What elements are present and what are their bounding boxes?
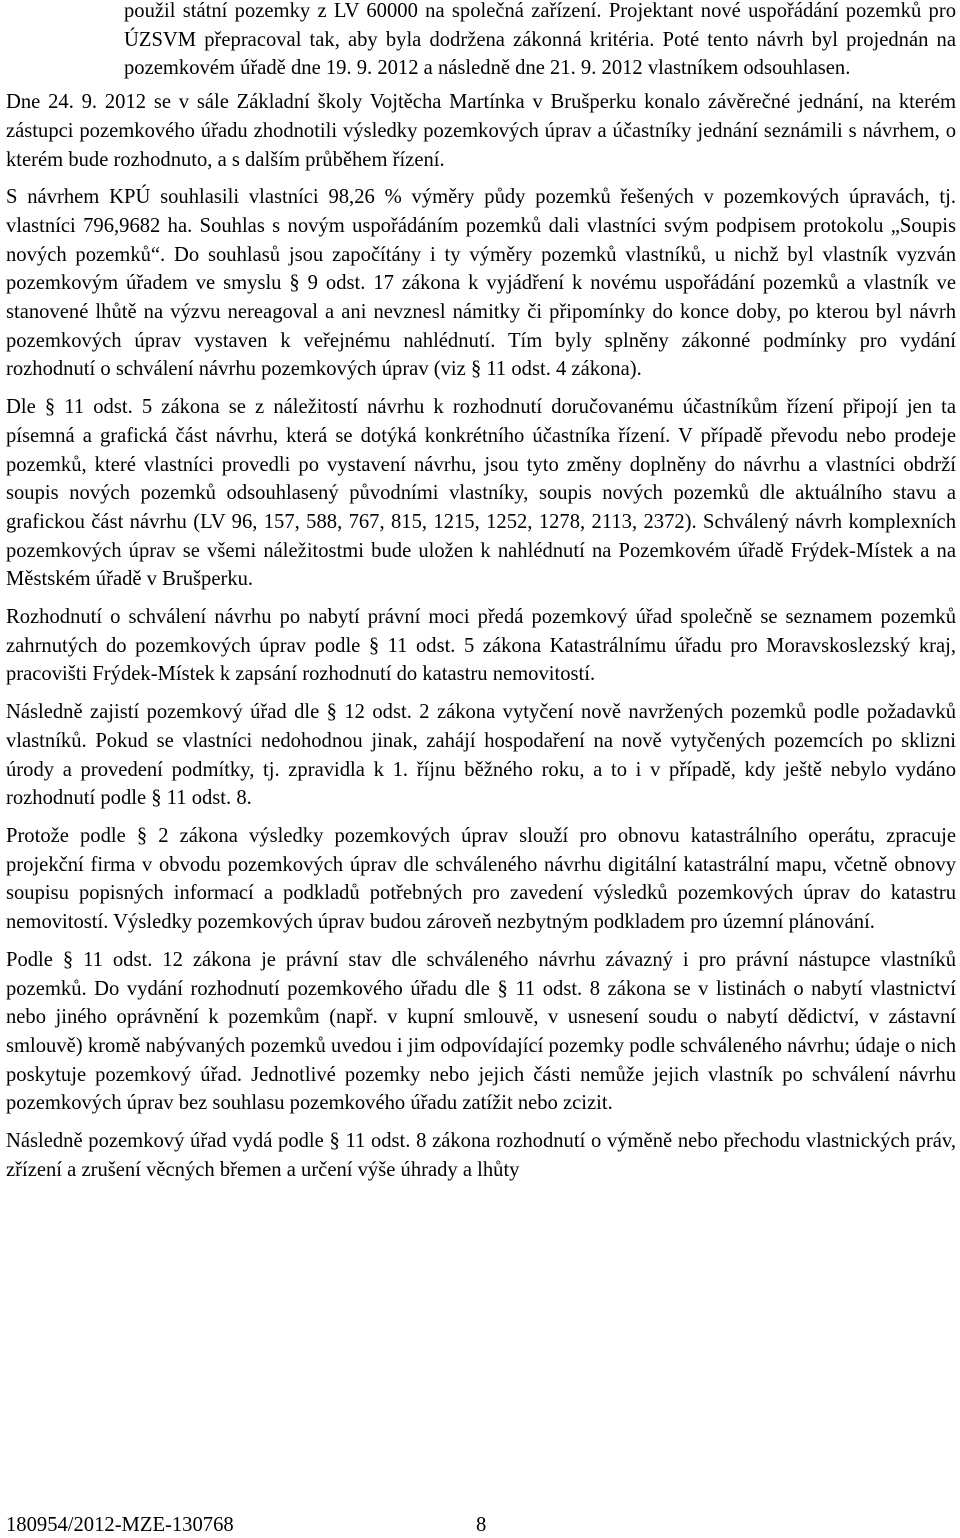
document-page [6,0,956,1184]
paragraph-pravni-stav: Podle § 11 odst. 12 zákona je právní stav dle schváleného návrhu závazný i pro právní nástupce vlastníků pozemků. Do vydání rozhodnutí pozemkového úřadu dle § 11 odst. 8 zákona se v listinách o nabytí vlastnictví nebo jiného oprávnění k pozemkům (např. v kupní smlouvě, v usnesení soudu o nabytí dědictví, v zástavní smlouvě) kromě nabývaných pozemků uvedou i jim odpovídající pozemky podle schváleného návrhu; údaje o nich poskytuje pozemkový úřad. Jednotlivé pozemky nebo jejich části nemůže jejich vlastník po schválení návrhu pozemkových úprav bez souhlasu pozemkového úřadu zatížit nebo zcizit. [6,948,956,1115]
paragraph-souhlas-vlastniku: S návrhem KPÚ souhlasili vlastníci 98,26 % výměry půdy pozemků řešených v pozemkových úpravách, tj. vlastníci 796,9682 ha. Souhlas s novým uspořádáním pozemků dali vlastníci svým podpisem protokolu „Soupis nových pozemků“. Do souhlasů jsou započítány i ty výměry pozemků vlastníků, u nichž byl vlastník vyzván pozemkovým úřadem ve smyslu § 9 odst. 17 zákona k vyjádření k novému uspořádání pozemků a vlastník ve stanovené lhůtě na výzvu nereagoval a ani nevznesl námitky či připomínky do konce doby, po kterou byl návrh pozemkových úprav vystaven k veřejnému nahlédnutí. Tím byly splněny zákonné podmínky pro vydání rozhodnutí o schválení návrhu pozemkových úprav (viz § 11 odst. 4 zákona). [6,186,956,381]
paragraph-obnova-operatu: Protože podle § 2 zákona výsledky pozemkových úprav slouží pro obnovu katastrálního operátu, zpracuje projekční firma v obvodu pozemkových úprav dle schváleného návrhu digitální katastrální mapu, včetně obnovy soupisu popisných informací a podkladů potřebných pro zavedení výsledků pozemkových úprav do katastru nemovitostí. Výsledky pozemkových úprav budou zároveň nezbytným podkladem pro územní plánování. [6,824,956,934]
paragraph-vytyceni-pozemku: Následně zajistí pozemkový úřad dle § 12 odst. 2 zákona vytyčení nově navržených pozemků podle požadavků vlastníků. Pokud se vlastníci nedohodnou jinak, zahájí hospodaření na nově vytyčených pozemcích po sklizni úrody a provedení podmítky, tj. zpravidla k 1. říjnu běžného roku, a to i v případě, kdy ještě nebylo vydáno rozhodnutí podle § 11 odst. 8. [6,701,956,810]
paragraph-zaverecne-jednani: Dne 24. 9. 2012 se v sále Základní školy Vojtěcha Martínka v Brušperku konalo závěrečné jednání, na kterém zástupci pozemkového úřadu zhodnotili výsledky pozemkových úprav a účastníky jednání seznámili s návrhem, o kterém bude rozhodnuto, a s dalším průběhem řízení. [6,91,956,171]
page-number: 8 [476,1514,487,1536]
paragraph-rozhodnuti-katastr: Rozhodnutí o schválení návrhu po nabytí právní moci předá pozemkový úřad společně se seznamem pozemků zahrnutých do pozemkových úprav podle § 11 odst. 5 zákona Katastrálnímu úřadu pro Moravskoslezský kraj, pracovišti Frýdek-Místek k zapsání rozhodnutí do katastru nemovitostí. [6,606,956,686]
page-footer [6,1512,956,1538]
document-reference: 180954/2012-MZE-130768 [6,1514,234,1536]
paragraph-vymena-prav: Následně pozemkový úřad vydá podle § 11 odst. 8 zákona rozhodnutí o výměně nebo přechodu vlastnických práv, zřízení a zrušení věcných břemen a určení výše úhrady a lhůty [6,1130,956,1181]
paragraph-projektant: použil státní pozemky z LV 60000 na společná zařízení. Projektant nové uspořádání pozemků pro ÚZSVM přepracoval tak, aby byla dodržena zákonná kritéria. Poté tento návrh byl projednán na pozemkovém úřadě dne 19. 9. 2012 a následně dne 21. 9. 2012 vlastníkem odsouhlasen. [124,0,956,80]
paragraph-nalezitosti-navrhu: Dle § 11 odst. 5 zákona se z náležitostí návrhu k rozhodnutí doručovanému účastníkům řízení připojí jen ta písemná a grafická část návrhu, která se dotýká konkrétního účastníka řízení. V případě převodu nebo prodeje pozemků, které vlastníci provedli po vystavení návrhu, jsou tyto změny doplněny do návrhu a vlastníci obdrží soupis nových pozemků odsouhlasený původními vlastníky, soupis nových pozemků dle aktuálního stavu a grafickou část návrhu (LV 96, 157, 588, 767, 815, 1215, 1252, 1278, 2113, 2372). Schválený návrh komplexních pozemkových úprav se všemi náležitostmi bude uložen k nahlédnutí na Pozemkovém úřadě Frýdek-Místek a na Městském úřadě v Brušperku. [6,396,956,591]
